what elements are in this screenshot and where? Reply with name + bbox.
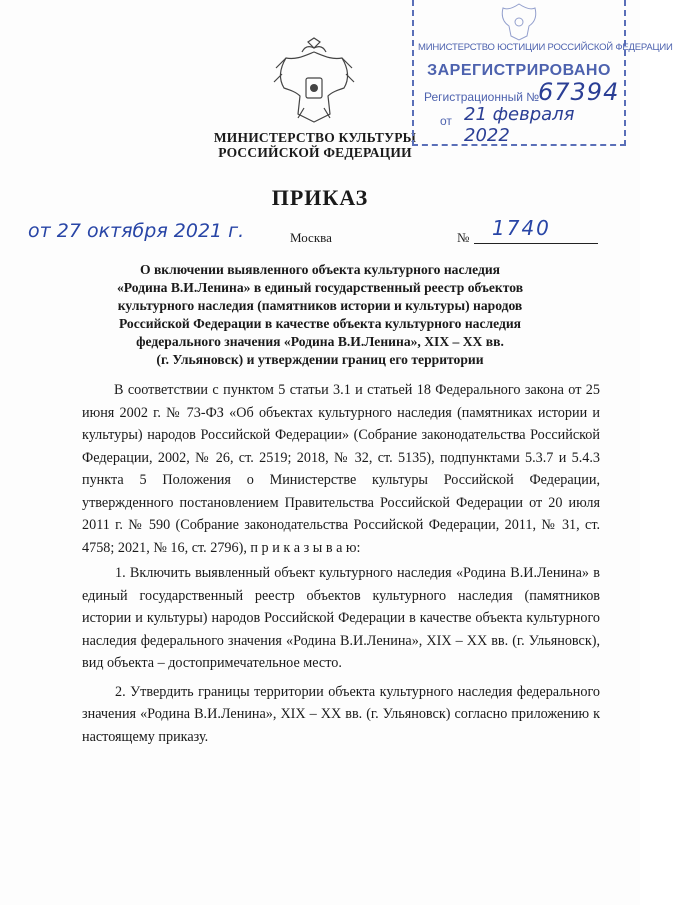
stamp-status: ЗАРЕГИСТРИРОВАНО	[427, 62, 611, 79]
order-item-2: 2. Утвердить границы территории объекта культурного наследия федерального значения «Родина В.И.Ленина», XIX – XX вв. (г. Ульяновск) согласно приложению к настоящему приказу.	[82, 683, 600, 745]
ministry-name	[195, 130, 435, 160]
heading-line: культурного наследия (памятников истории и культуры) народов	[117, 298, 523, 313]
ministry-line-2: РОССИЙСКОЙ ФЕДЕРАЦИИ	[218, 145, 412, 160]
preamble-paragraph: В соответствии с пунктом 5 статьи 3.1 и статьей 18 Федерального закона от 25 июня 2002 г. № 73-ФЗ «Об объектах культурного наследия (памятниках истории и культуры) народов Российской Федерации» (Собрание законодательства Российской Федерации, 2002, № 26, ст. 2519; 2018, № 32, ст. 5135), подпунктами 5.3.7 и 5.4.3 пункта 5 Положения о Министерстве культуры Российской Федерации, утвержденного постановлением Правительства Российской Федерации от 20 июля 2011 г. № 590 (Собрание законодательства Российской Федерации, 2011, № 31, ст. 4758; 2021, № 16, ст. 2796), п р и к а з ы в а ю:	[82, 382, 600, 556]
ministry-line-1: МИНИСТЕРСТВО КУЛЬТУРЫ	[213, 130, 417, 145]
heading-line: (г. Ульяновск) и утверждении границ его территории	[156, 352, 484, 367]
stamp-from-label: от	[440, 114, 452, 128]
order-heading	[80, 261, 560, 369]
stamp-ministry: МИНИСТЕРСТВО ЮСТИЦИИ РОССИЙСКОЙ ФЕДЕРАЦИИ	[418, 42, 673, 53]
stamp-emblem-icon	[499, 0, 539, 40]
document-type: ПРИКАЗ	[271, 185, 369, 210]
order-number-label: №	[457, 230, 470, 245]
order-number-line	[474, 243, 598, 244]
stamp-reg-date: 21 февраля 2022	[464, 104, 575, 146]
order-number: 1740	[492, 216, 551, 240]
heading-line: Российской Федерации в качестве объекта культурного наследия	[118, 316, 522, 331]
order-city: Москва	[290, 230, 332, 245]
registration-stamp	[412, 0, 673, 146]
order-item-1: 1. Включить выявленный объект культурного наследия «Родина В.И.Ленина» в единый государственный реестр объектов культурного наследия (памятников истории и культуры) народов Российской Федерации в качестве объекта культурного наследия федерального значения «Родина В.И.Ленина», XIX – XX вв. (г. Ульяновск), вид объекта – достопримечательное место.	[82, 565, 600, 671]
heading-line: О включении выявленного объекта культурного наследия	[139, 262, 501, 277]
order-date: от 27 октября 2021 г.	[28, 220, 245, 242]
heading-line: федерального значения «Родина В.И.Ленина», XIX – XX вв.	[136, 334, 504, 349]
order-body	[82, 379, 600, 748]
stamp-reg-label: Регистрационный №	[424, 90, 540, 104]
heading-line: «Родина В.И.Ленина» в единый государственный реестр объектов	[116, 280, 524, 295]
state-emblem-icon	[274, 38, 354, 124]
stamp-reg-number: 67394	[538, 78, 620, 106]
